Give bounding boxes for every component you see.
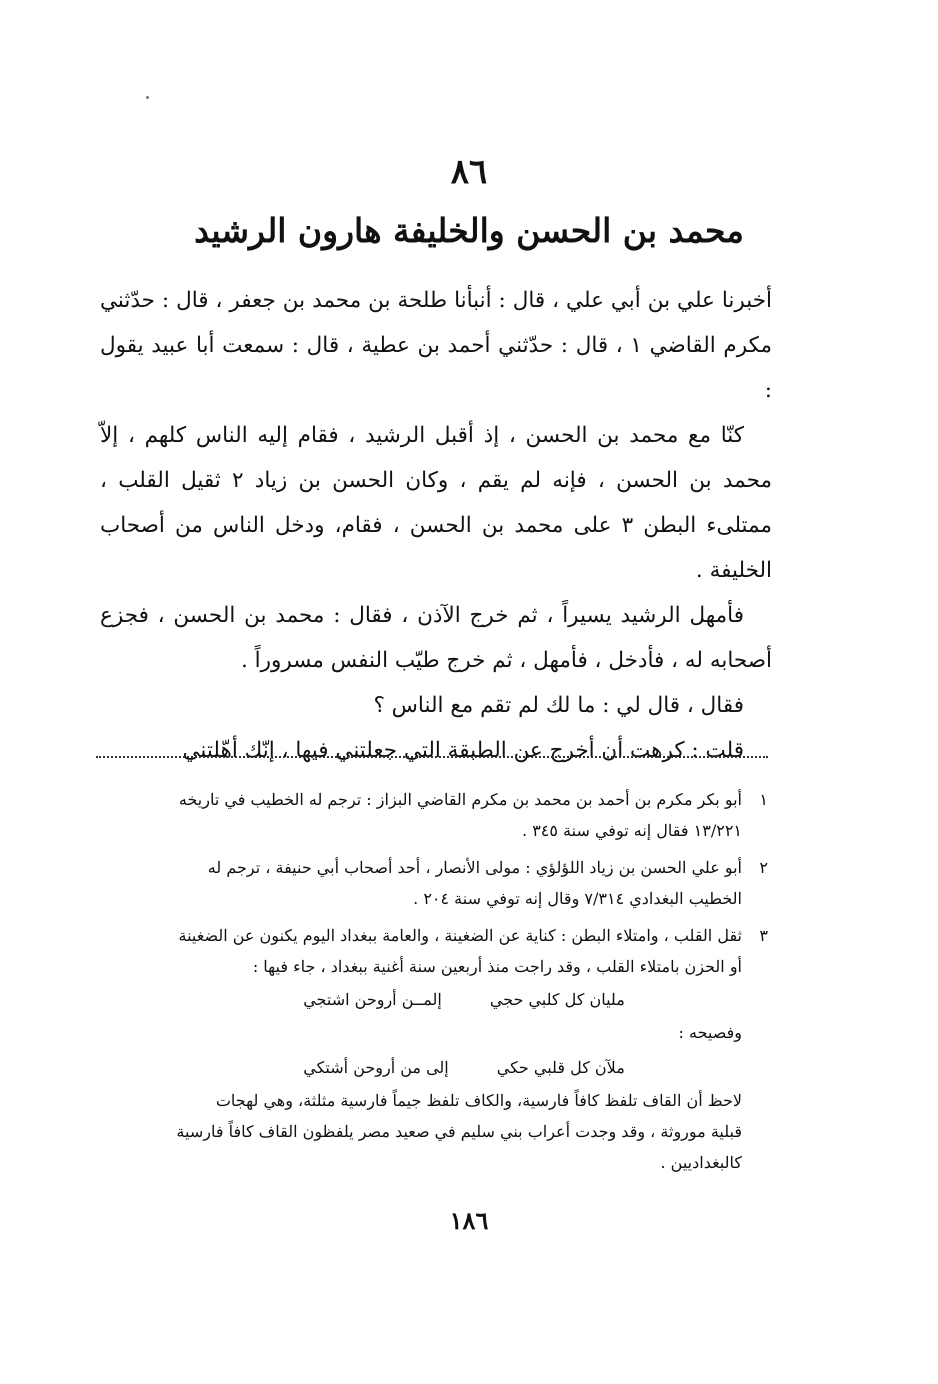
verse-hemistich-left: إلمــن أروحن اشتجي [303,990,442,1009]
footnote-line: الخطيب البغدادي ٧/٣١٤ وقال إنه توفي سنة ٢٠٤ . [413,889,742,908]
song-verse-classical [96,1052,742,1083]
footnote-line: ١٣/٢٢١ فقال إنه توفي سنة ٣٤٥ . [522,821,742,840]
paragraph-isnad: أخبرنا علي بن أبي علي ، قال : أنبأنا طلحة بن محمد بن جعفر ، قال : حدّثني مكرم القاضي ١ ، قال : حدّثني أحمد بن عطية ، قال : سمعت أبا عبيد يقول : [100,288,772,403]
footnote-line: كالبغداديين . [660,1153,742,1172]
body-text [100,278,772,773]
chapter-title: محمد بن الحسن والخليفة هارون الرشيد [194,211,744,250]
verse-hemistich-right: مليان كل كلبي حجي [489,990,625,1009]
paragraph-narrative: كنّا مع محمد بن الحسن ، إذ أقبل الرشيد ، فقام إليه الناس كلهم ، إلاّ محمد بن الحسن ، فإنه لم يقم ، وكان الحسن بن زياد ٢ ثقيل القلب ، ممتلىء البطن ٣ على محمد بن الحسن ، فقام، ودخل الناس من أصحاب الخليفة . [100,423,772,583]
footnotes [96,784,768,1184]
paragraph-summons: فأمهل الرشيد يسيراً ، ثم خرج الآذن ، فقال : محمد بن الحسن ، فجزع أصحابه له ، فأدخل ، فأمهل ، ثم خرج طيّب النفس مسروراً . [100,603,772,673]
footnote-line: أو الحزن بامتلاء القلب ، وقد راجت منذ أربعين سنة أغنية ببغداد ، جاء فيها : [252,957,742,976]
footnote-line: لاحظ أن القاف تلفظ كافاً فارسية، والكاف تلفظ جيماً فارسية مثلثة، وهي لهجات [215,1091,742,1110]
footnote-line: أبو علي الحسن بن زياد اللؤلؤي : مولى الأنصار ، أحد أصحاب أبي حنيفة ، ترجم له [207,858,742,877]
footnote-number: ٣ [759,926,768,945]
chapter-number: ٨٦ [450,152,488,192]
footnote-divider [96,756,768,758]
footnote-line: ثقل القلب ، وامتلاء البطن : كناية عن الضغينة ، والعامة ببغداد اليوم يكنون عن الضغينة [178,926,742,945]
footnote-label: وفصيحه : [678,1023,742,1042]
verse-hemistich-left: إلى من أروحن أشتكي [303,1058,449,1077]
footnote-1 [96,784,768,846]
footnote-number: ٢ [759,858,768,877]
footnote-line: أبو بكر مكرم بن أحمد بن محمد بن مكرم القاضي البزاز : ترجم له الخطيب في تاريخه [178,790,742,809]
paragraph-question: فقال ، قال لي : ما لك لم تقم مع الناس ؟ [373,693,744,718]
footnote-3 [96,920,768,1178]
footnote-2 [96,852,768,914]
footnote-line: قبلية موروثة ، وقد وجدت أعراب بني سليم في صعيد مصر يلفظون القاف كافاً فارسية [176,1122,742,1141]
song-verse-dialect [96,984,742,1015]
ink-speck [146,96,149,99]
paragraph-answer: قلت : كرهت أن أخرج عن الطبقة التي جعلتني فيها ، إنّك أهّلتني [182,738,744,763]
verse-hemistich-right: ملآن كل قلبي حكي [496,1058,625,1077]
footnote-number: ١ [759,790,768,809]
page-number: ١٨٦ [449,1206,489,1235]
